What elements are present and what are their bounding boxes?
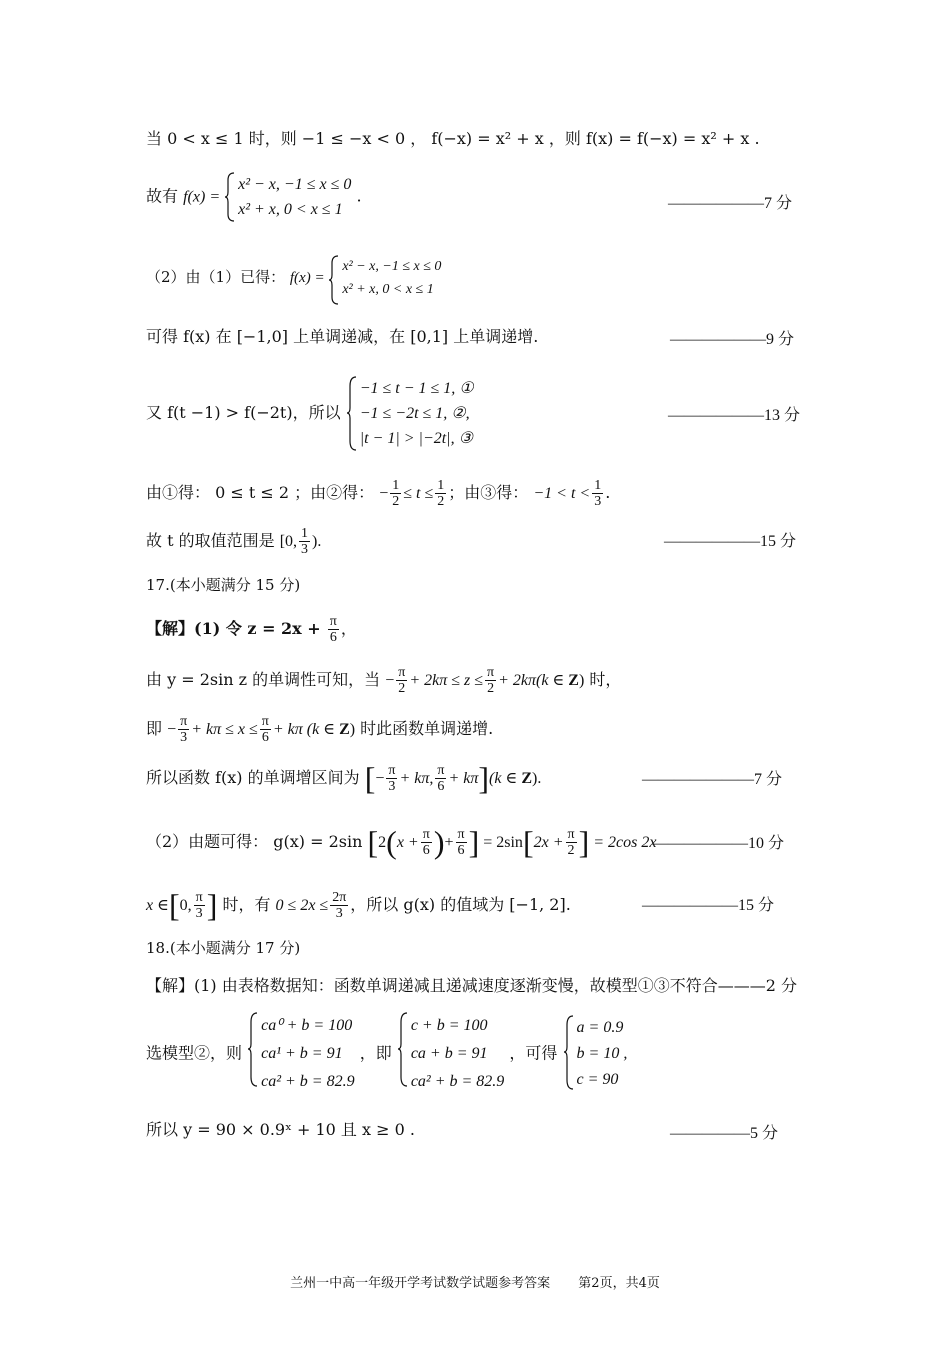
system-solution <box>563 1015 628 1093</box>
q17-line-3: 即 − $\frac{\pi}{3}$ + kπ ≤ x ≤ $\frac{\pi}{6}$ + kπ (k ∈ Z) 时此函数单调递增. <box>146 714 494 745</box>
cases-result-a: 由①得： 0 ≤ t ≤ 2 ；由②得： <box>146 483 375 502</box>
range-line: 故 t 的取值范围是 [0, $\frac{1}{3}$ ). <box>146 526 322 557</box>
score-marker: ——————10 分 <box>652 835 785 852</box>
piecewise-system-2 <box>328 255 441 301</box>
page-footer <box>0 1272 950 1291</box>
score-marker: —————5 分 <box>670 1125 779 1142</box>
q18-line-2-a: 选模型②，则 <box>146 1043 243 1063</box>
inequality-row: −1 ≤ t − 1 ≤ 1, ① <box>359 380 474 397</box>
q17-line-2-text: 由 y = 2sin z 的单调性可知，当 <box>146 670 381 689</box>
piecewise-row: x² + x, 0 < x ≤ 1 <box>238 201 343 218</box>
system-row: c + b = 100 <box>410 1017 488 1034</box>
system-row: ca¹ + b = 91 <box>261 1045 343 1062</box>
piecewise-row: x² − x, −1 ≤ x ≤ 0 <box>342 259 442 274</box>
score-marker: ——————15 分 <box>642 897 775 914</box>
piecewise-row: x² + x, 0 < x ≤ 1 <box>342 282 434 297</box>
part2-prefix: （2）由（1）已得： <box>146 268 286 286</box>
inequality-row: |t − 1| > |−2t|, ③ <box>359 430 473 447</box>
system-row: ca² + b = 82.9 <box>410 1073 505 1090</box>
piecewise-definition: 故有 f(x) = x² − x, −1 ≤ x ≤ 0 x² + x, 0 < x ≤ 1 . <box>146 172 362 222</box>
q17-line-6-tail: ，所以 g(x) 的值域为 [−1, 2]. <box>350 895 571 914</box>
solution-line-1: 当 0 < x ≤ 1 时，则 −1 ≤ −x < 0 ， f(−x) = x² + x ，则 f(x) = f(−x) = x² + x . <box>146 129 760 148</box>
system-row: c = 90 <box>576 1071 619 1088</box>
inequality-system <box>346 376 474 451</box>
q17-line-2-end: 时， <box>589 670 622 689</box>
question-18-header: 18.(本小题满分 17 分) <box>146 939 301 957</box>
score-marker: ——————7 分 <box>668 195 793 212</box>
cases-result-line: 由①得： 0 ≤ t ≤ 2 ；由②得： − $\frac{1}{2}$ ≤ t ≤ $\frac{1}{2}$ ；由③得： −1 < t < $\frac{1}{3}$ . <box>146 478 611 509</box>
system-simplified <box>397 1012 505 1096</box>
q17-line-3-start: 即 <box>146 719 163 738</box>
q18-line-2 <box>146 1012 627 1096</box>
q18-line-3: 所以 y = 90 × 0.9ˣ + 10 且 x ≥ 0 . <box>146 1120 415 1139</box>
q18-line-2-c: ，可得 <box>509 1043 558 1063</box>
q18-line-2-b: ，即 <box>359 1043 392 1063</box>
score-marker: ———————7 分 <box>642 771 783 788</box>
inequality-prefix: 又 f(t −1) > f(−2t)，所以 <box>146 403 341 422</box>
score-marker: ——————9 分 <box>670 331 795 348</box>
cases-result-b: ；由③得： <box>448 483 529 502</box>
system-row: b = 10 , <box>576 1045 628 1062</box>
inequality-line <box>146 376 474 451</box>
piecewise-system <box>224 172 351 222</box>
system-model-2 <box>247 1012 355 1096</box>
system-row: a = 0.9 <box>576 1019 624 1036</box>
score-marker: ——————13 分 <box>668 407 801 424</box>
monotonic-line: 可得 f(x) 在 [−1,0] 上单调递减，在 [0,1] 上单调递增. <box>146 327 539 346</box>
score-marker: ——————15 分 <box>664 533 797 550</box>
q17-line-1: 【解】(1) 令 z = 2x + $\frac{\pi}{6}$ ， <box>146 614 357 645</box>
footer-title: 兰州一中高一年级开学考试数学试题参考答案 <box>290 1276 551 1291</box>
q17-line-4-text: 所以函数 f(x) 的单调增区间为 <box>146 768 360 787</box>
q18-line-1: 【解】(1) 由表格数据知：函数单调递减且递减速度逐渐变慢，故模型①③不符合———2 分 <box>146 976 798 995</box>
q17-line-6: x ∈[0, $\frac{\pi}{3}$ ] 时，有 0 ≤ 2x ≤ $\frac{2\pi}{3}$ ，所以 g(x) 的值域为 [−1, 2]. <box>146 887 571 924</box>
part2-line: （2）由（1）已得： f(x) = x² − x, −1 ≤ x ≤ 0 x² + x, 0 < x ≤ 1 <box>146 255 441 301</box>
question-17-header: 17.(本小题满分 15 分) <box>146 576 301 594</box>
inequality-row: −1 ≤ −2t ≤ 1, ②, <box>359 405 470 422</box>
piecewise-row: x² − x, −1 ≤ x ≤ 0 <box>238 176 352 193</box>
q17-line-1-text: 【解】(1) 令 z = 2x + <box>146 619 321 638</box>
q17-line-4: 所以函数 f(x) 的单调增区间为 [− $\frac{\pi}{3}$ + kπ, $\frac{\pi}{6}$ + kπ](k ∈ Z). <box>146 760 542 797</box>
q17-line-6-mid: 时，有 <box>222 895 271 914</box>
q17-line-5: （2）由题可得： g(x) = 2sin [2(x + $\frac{\pi}{6}$ )+ $\frac{\pi}{6}$ ] = 2sin[2x + $\frac{\pi}{2}$ ] = 2cos 2x <box>146 824 657 861</box>
piecewise-prefix: 故有 <box>146 186 179 206</box>
q17-line-5-text: （2）由题可得： g(x) = 2sin <box>146 832 363 851</box>
system-row: ca⁰ + b = 100 <box>261 1017 353 1034</box>
range-prefix: 故 t 的取值范围是 <box>146 531 275 550</box>
q17-line-2: 由 y = 2sin z 的单调性可知，当 − $\frac{\pi}{2}$ + 2kπ ≤ z ≤ $\frac{\pi}{2}$ + 2kπ(k ∈ Z) 时， <box>146 665 622 696</box>
system-row: ca² + b = 82.9 <box>261 1073 355 1090</box>
footer-page-number: 第2页，共4页 <box>578 1276 660 1291</box>
q17-line-3-end: 时此函数单调递增. <box>360 719 494 738</box>
system-row: ca + b = 91 <box>410 1045 488 1062</box>
